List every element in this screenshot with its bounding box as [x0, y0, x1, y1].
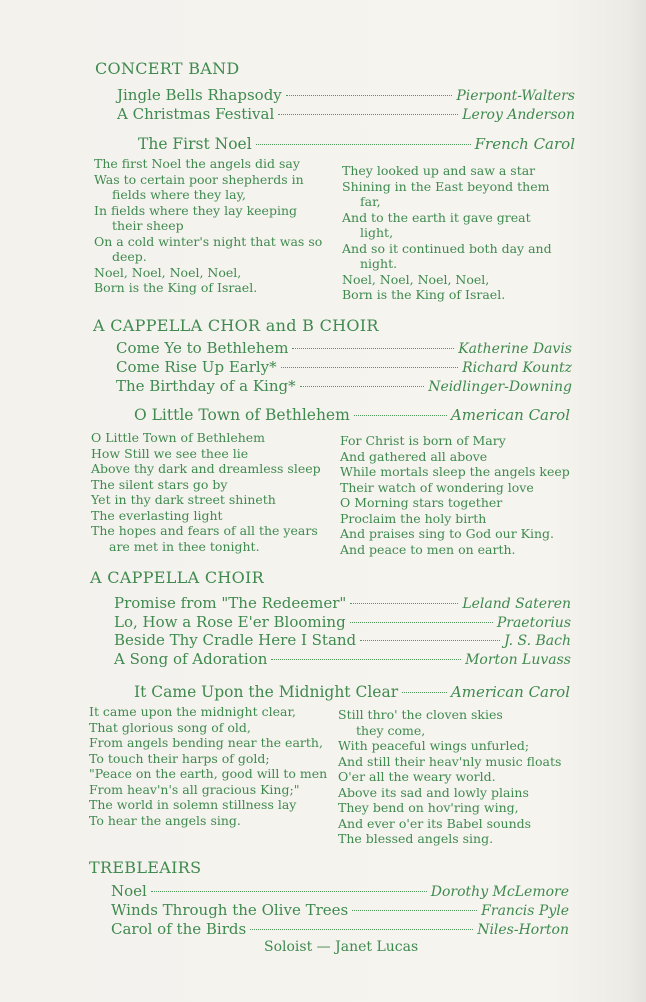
program-item	[117, 86, 575, 106]
dot-leader	[350, 622, 493, 623]
piece-composer: J. S. Bach	[504, 633, 571, 649]
lyric-line: Still thro' the cloven skies	[338, 707, 503, 722]
dot-leader	[286, 95, 453, 96]
lyric-line: O Morning stars together	[340, 495, 503, 510]
lyric-line: Their watch of wondering love	[340, 479, 534, 495]
lyric-line: The first Noel the angels did say	[94, 156, 300, 171]
lyric-line: And gathered all above	[340, 448, 488, 464]
lyric-line: The everlasting light	[91, 507, 223, 523]
program-item	[116, 339, 572, 359]
lyric-line: And still their heav'nly music floats	[338, 753, 562, 769]
lyrics-left	[89, 704, 327, 828]
program-item	[114, 631, 571, 651]
piece-title: Come Rise Up Early*	[116, 358, 277, 376]
carol-title: The First Noel	[138, 135, 252, 153]
section-heading-acappella-choir: A CAPPELLA CHOIR	[90, 568, 265, 587]
piece-composer: Praetorius	[496, 615, 571, 631]
lyric-line: And so it continued both day and	[342, 240, 552, 256]
lyric-line: That glorious song of old,	[89, 719, 251, 735]
lyric-line: The silent stars go by	[91, 476, 228, 492]
section-heading-acappella-b-choir: A CAPPELLA CHOR and B CHOIR	[93, 316, 379, 335]
lyric-line: are met in thee tonight.	[109, 538, 260, 554]
dot-leader	[350, 603, 458, 604]
lyric-line: How Still we see thee lie	[91, 445, 249, 461]
lyric-line: O'er all the weary world.	[338, 769, 496, 784]
dot-leader	[271, 659, 461, 660]
section-heading-concert-band: CONCERT BAND	[95, 59, 240, 78]
piece-composer: Dorothy McLemore	[430, 884, 569, 900]
lyrics-left	[91, 430, 321, 554]
piece-composer: Leroy Anderson	[462, 107, 575, 123]
piece-composer: Katherine Davis	[458, 341, 572, 357]
program-item	[117, 105, 575, 125]
dot-leader	[256, 144, 471, 145]
lyric-line: They looked up and saw a star	[342, 163, 536, 178]
lyric-line: The hopes and fears of all the years	[91, 523, 318, 538]
lyric-line: "Peace on the earth, good will to men	[89, 766, 328, 781]
dot-leader	[278, 114, 458, 115]
lyric-line: far,	[360, 194, 381, 209]
piece-title: The Birthday of a King*	[116, 377, 296, 395]
lyrics-right	[342, 163, 552, 303]
piece-title: A Song of Adoration	[114, 650, 268, 668]
lyric-line: Born is the King of Israel.	[342, 287, 506, 302]
program-item	[111, 882, 569, 902]
lyric-line: The blessed angels sing.	[338, 831, 494, 846]
piece-composer: Pierpont-Walters	[456, 88, 575, 104]
dot-leader	[360, 640, 500, 641]
lyric-line: It came upon the midnight clear,	[89, 704, 297, 719]
piece-title: Carol of the Birds	[111, 920, 247, 938]
lyrics-right	[338, 707, 561, 847]
carol-title: It Came Upon the Midnight Clear	[134, 683, 399, 701]
lyric-line: Born is the King of Israel.	[94, 280, 258, 295]
dot-leader	[250, 929, 473, 930]
piece-title: Winds Through the Olive Trees	[111, 901, 349, 919]
lyric-line: Proclaim the holy birth	[340, 510, 487, 526]
dot-leader	[281, 367, 458, 368]
piece-title: Come Ye to Bethlehem	[116, 339, 289, 357]
lyric-line: night.	[360, 256, 398, 271]
lyric-line: O Little Town of Bethlehem	[91, 430, 266, 445]
lyric-line: light,	[360, 225, 394, 240]
lyric-line: From heav'n's all gracious King;"	[89, 781, 300, 797]
piece-title: Noel	[111, 882, 147, 900]
lyric-line: From angels bending near the earth,	[89, 735, 323, 750]
lyric-line: With peaceful wings unfurled;	[338, 738, 530, 753]
lyric-line: And to the earth it gave great	[342, 209, 531, 225]
piece-title: A Christmas Festival	[117, 105, 275, 123]
carol-heading	[134, 406, 570, 426]
lyric-line: Noel, Noel, Noel, Noel,	[342, 271, 490, 287]
lyric-line: And praises sing to God our King.	[340, 526, 555, 541]
lyric-line: they come,	[356, 722, 426, 738]
lyric-line: Above thy dark and dreamless sleep	[91, 461, 321, 476]
piece-title: Promise from "The Redeemer"	[114, 594, 347, 612]
section-heading-trebleairs: TREBLEAIRS	[89, 858, 202, 877]
lyric-line: Shining in the East beyond them	[342, 178, 550, 194]
piece-title: Beside Thy Cradle Here I Stand	[114, 631, 357, 649]
program-item	[116, 377, 572, 397]
lyrics-right	[340, 433, 570, 557]
piece-title: Lo, How a Rose E'er Blooming	[114, 613, 346, 631]
program-item	[116, 358, 572, 378]
lyric-line: Was to certain poor shepherds in	[94, 171, 304, 187]
carol-composer: French Carol	[474, 135, 575, 153]
program-item	[114, 613, 571, 633]
dot-leader	[354, 415, 447, 416]
piece-composer: Leland Sateren	[462, 596, 571, 612]
carol-composer: American Carol	[450, 406, 570, 424]
carol-composer: American Carol	[450, 683, 570, 701]
lyric-line: For Christ is born of Mary	[340, 433, 506, 448]
lyric-line: On a cold winter's night that was so	[94, 233, 323, 249]
lyric-line: Above its sad and lowly plains	[338, 784, 529, 800]
piece-composer: Niles-Horton	[477, 922, 569, 938]
soloist-credit: Soloist — Janet Lucas	[264, 939, 419, 955]
lyric-line: their sheep	[112, 218, 184, 233]
program-item	[111, 920, 569, 940]
lyric-line: The world in solemn stillness lay	[89, 797, 297, 812]
lyric-line: Noel, Noel, Noel, Noel,	[94, 264, 242, 280]
carol-heading	[138, 135, 575, 155]
program-item	[111, 901, 569, 921]
piece-composer: Morton Luvass	[465, 652, 571, 668]
carol-heading	[134, 683, 570, 703]
lyric-line: fields where they lay,	[112, 187, 246, 202]
piece-title: Jingle Bells Rhapsody	[117, 86, 282, 104]
lyric-line: In fields where they lay keeping	[94, 202, 297, 218]
dot-leader	[151, 891, 427, 892]
dot-leader	[402, 692, 447, 693]
lyric-line: They bend on hov'ring wing,	[338, 800, 519, 815]
piece-composer: Richard Kountz	[462, 360, 572, 376]
dot-leader	[300, 386, 425, 387]
lyric-line: And ever o'er its Babel sounds	[338, 815, 532, 831]
carol-title: O Little Town of Bethlehem	[134, 406, 350, 424]
lyrics-left	[94, 156, 322, 296]
lyric-line: And peace to men on earth.	[340, 541, 516, 557]
program-item	[114, 650, 571, 670]
program-item	[114, 594, 571, 614]
lyric-line: deep.	[112, 249, 147, 264]
lyric-line: To touch their harps of gold;	[89, 750, 270, 766]
lyric-line: To hear the angels sing.	[89, 812, 241, 828]
piece-composer: Francis Pyle	[481, 903, 569, 919]
lyric-line: Yet in thy dark street shineth	[91, 492, 276, 507]
dot-leader	[292, 348, 454, 349]
lyric-line: While mortals sleep the angels keep	[340, 464, 570, 479]
piece-composer: Neidlinger-Downing	[428, 379, 572, 395]
dot-leader	[352, 910, 477, 911]
